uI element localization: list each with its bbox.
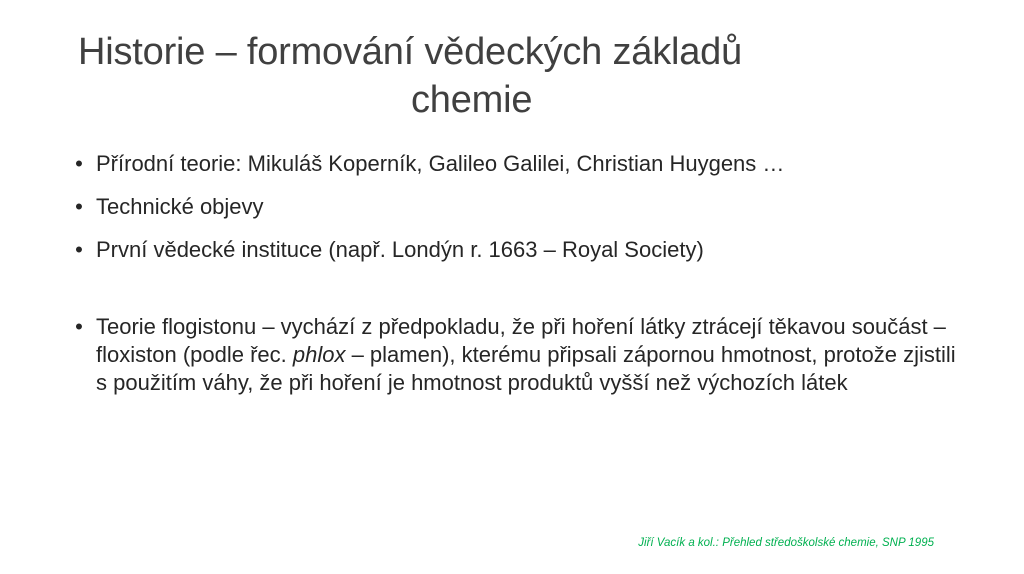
bullet-list — [72, 150, 972, 412]
bullet-icon: • — [75, 237, 83, 262]
bullet-icon: • — [75, 194, 83, 219]
bullet-item — [72, 150, 972, 178]
flogiston-text-italic: phlox — [292, 342, 346, 367]
slide-title — [78, 28, 878, 124]
slide-title-line1: Historie – formování vědeckých základů — [78, 31, 743, 73]
bullet-text: Přírodní teorie: Mikuláš Koperník, Galileo Galilei, Christian Huygens … — [96, 151, 785, 176]
bullet-text-flogiston — [96, 313, 956, 397]
bullet-item — [72, 236, 972, 264]
slide-title-line2: chemie — [411, 79, 533, 121]
bullet-item-flogiston — [72, 313, 972, 397]
bullet-item — [72, 193, 972, 221]
flogiston-text-before: Teorie flogistonu – vychází z předpokladu, že při hoření látky ztrácejí těkavou součást – floxiston (podle řec. — [96, 314, 946, 367]
flogiston-text-after: – plamen), kterému připsali zápornou hmotnost, protože zjistili s použitím váhy, že při hoření je hmotnost produktů vyšší než výchozích látek — [96, 342, 956, 395]
bullet-icon: • — [75, 151, 83, 176]
bullet-text: Technické objevy — [96, 194, 264, 219]
bullet-text: První vědecké instituce (např. Londýn r. 1663 – Royal Society) — [96, 237, 704, 262]
bullet-icon: • — [75, 314, 83, 339]
source-citation: Jiří Vacík a kol.: Přehled středoškolské chemie, SNP 1995 — [638, 537, 934, 549]
